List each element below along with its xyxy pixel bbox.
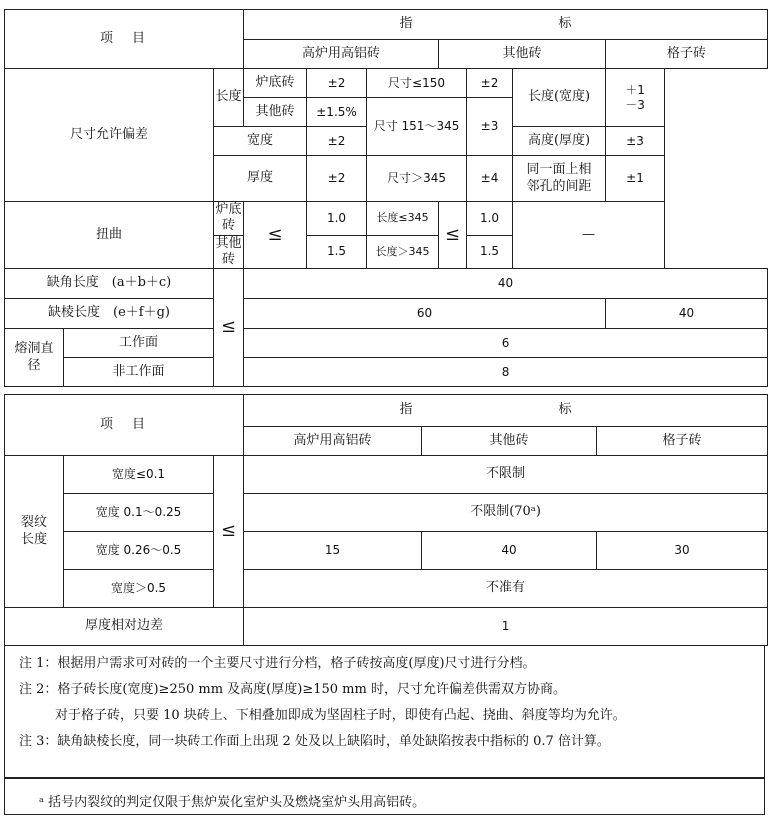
indicator-header: 指 标: [244, 10, 768, 40]
warp-checker-value: —: [513, 202, 665, 269]
col-high-alumina: 高炉用高铝砖: [244, 40, 439, 69]
other-brick-value: ±1.5%: [307, 98, 367, 127]
thickness-label: 厚度: [214, 156, 307, 202]
warp-hearth-value: 1.0: [307, 202, 367, 236]
other-brick-label: 其他砖: [244, 98, 307, 127]
footnote: ᵃ 括号内裂纹的判定仅限于焦炉炭化室炉头及燃烧室炉头用高铝砖。: [4, 777, 765, 815]
width-label: 宽度: [214, 127, 307, 156]
checker-pitch-value: ±1: [606, 156, 665, 202]
checker-height-value: ±3: [606, 127, 665, 156]
thickness-value: ±2: [307, 156, 367, 202]
checker-length-minus: －3: [625, 97, 645, 112]
col-high-alumina-2: 高炉用高铝砖: [244, 427, 422, 456]
crack-w4-label: 宽度＞0.5: [64, 570, 214, 608]
crack-w3-high-alumina: 15: [244, 532, 422, 570]
col-other: 其他砖: [439, 40, 606, 69]
warp-le-symbol: ≤: [244, 202, 307, 269]
other-size1-value: ±2: [467, 69, 513, 98]
checker-length-label: 长度(宽度): [513, 69, 606, 127]
other-size3-label: 尺寸＞345: [367, 156, 467, 202]
item-header: 项 目: [5, 10, 244, 69]
thickness-diff-value: 1: [244, 608, 768, 646]
corner-defect-label: 缺角长度 (a＋b＋c): [5, 269, 214, 299]
crack-le-symbol: ≤: [214, 456, 244, 608]
crack-w3-label: 宽度 0.26～0.5: [64, 532, 214, 570]
defects-le-symbol: ≤: [214, 269, 244, 387]
length-label: 长度: [214, 69, 244, 127]
size-tolerance-label: 尺寸允许偏差: [5, 69, 214, 202]
hole-diameter-label: 熔洞直径: [5, 329, 64, 387]
note-2-continuation: 对于格子砖，只要 10 块砖上、下相叠加即成为坚固柱子时，即使有凸起、挠曲、斜度等均为允许。: [55, 707, 626, 723]
crack-table: [4, 394, 768, 646]
col-other-2: 其他砖: [422, 427, 597, 456]
col-checker-2: 格子砖: [597, 427, 768, 456]
warp-other-value: 1.5: [307, 235, 367, 269]
checker-height-label: 高度(厚度): [513, 127, 606, 156]
thickness-diff-label: 厚度相对边差: [5, 608, 244, 646]
crack-w3-checker: 30: [597, 532, 768, 570]
crack-w1-value: 不限制: [244, 456, 768, 494]
crack-w1-label: 宽度≤0.1: [64, 456, 214, 494]
item-header-2: 项 目: [5, 395, 244, 456]
dimension-table: [4, 9, 768, 387]
working-face-label: 工作面: [64, 329, 214, 358]
warp-length1-value: 1.0: [467, 202, 513, 236]
checker-pitch-label: 同一面上相邻孔的间距: [513, 156, 606, 202]
edge-defect-value: 60: [244, 299, 606, 329]
crack-w2-label: 宽度 0.1～0.25: [64, 494, 214, 532]
hearth-brick-label: 炉底砖: [244, 69, 307, 98]
checker-length-value: [606, 69, 665, 127]
note-1: 注 1：根据用户需求可对砖的一个主要尺寸进行分档，格子砖按高度(厚度)尺寸进行分档。: [19, 656, 536, 671]
other-size2-value: ±3: [467, 98, 513, 156]
crack-length-label: 裂纹长度: [5, 456, 64, 608]
crack-w2-value: 不限制(70ᵃ): [244, 494, 768, 532]
warp-other-label: 其他砖: [214, 235, 244, 269]
indicator-header-2: 指 标: [244, 395, 768, 427]
crack-w3-other: 40: [422, 532, 597, 570]
checker-length-plus: ＋1: [625, 82, 645, 97]
warp-le-symbol-2: ≤: [439, 202, 467, 269]
crack-w4-value: 不准有: [244, 570, 768, 608]
other-size3-value: ±4: [467, 156, 513, 202]
non-working-face-label: 非工作面: [64, 358, 214, 387]
hearth-brick-value: ±2: [307, 69, 367, 98]
warp-hearth-label: 炉底砖: [214, 202, 244, 236]
working-face-value: 6: [244, 329, 768, 358]
col-checker: 格子砖: [606, 40, 768, 69]
edge-defect-checker-value: 40: [606, 299, 768, 329]
notes-section: [4, 645, 765, 778]
non-working-face-value: 8: [244, 358, 768, 387]
note-3: 注 3：缺角缺棱长度，同一块砖工作面上出现 2 处及以上缺陷时，单处缺陷按表中指标的 0.7 倍计算。: [19, 733, 610, 749]
warp-length2-value: 1.5: [467, 235, 513, 269]
warp-length2-label: 长度＞345: [367, 235, 439, 269]
width-value: ±2: [307, 127, 367, 156]
warp-length1-label: 长度≤345: [367, 202, 439, 236]
corner-defect-value: 40: [244, 269, 768, 299]
other-size2-label: 尺寸 151～345: [367, 98, 467, 156]
note-2: 注 2：格子砖长度(宽度)≥250 mm 及高度(厚度)≥150 mm 时，尺寸允许偏差供需双方协商。: [19, 681, 566, 697]
warp-label: 扭曲: [5, 202, 214, 269]
other-size1-label: 尺寸≤150: [367, 69, 467, 98]
edge-defect-label: 缺棱长度 (e＋f＋g): [5, 299, 214, 329]
